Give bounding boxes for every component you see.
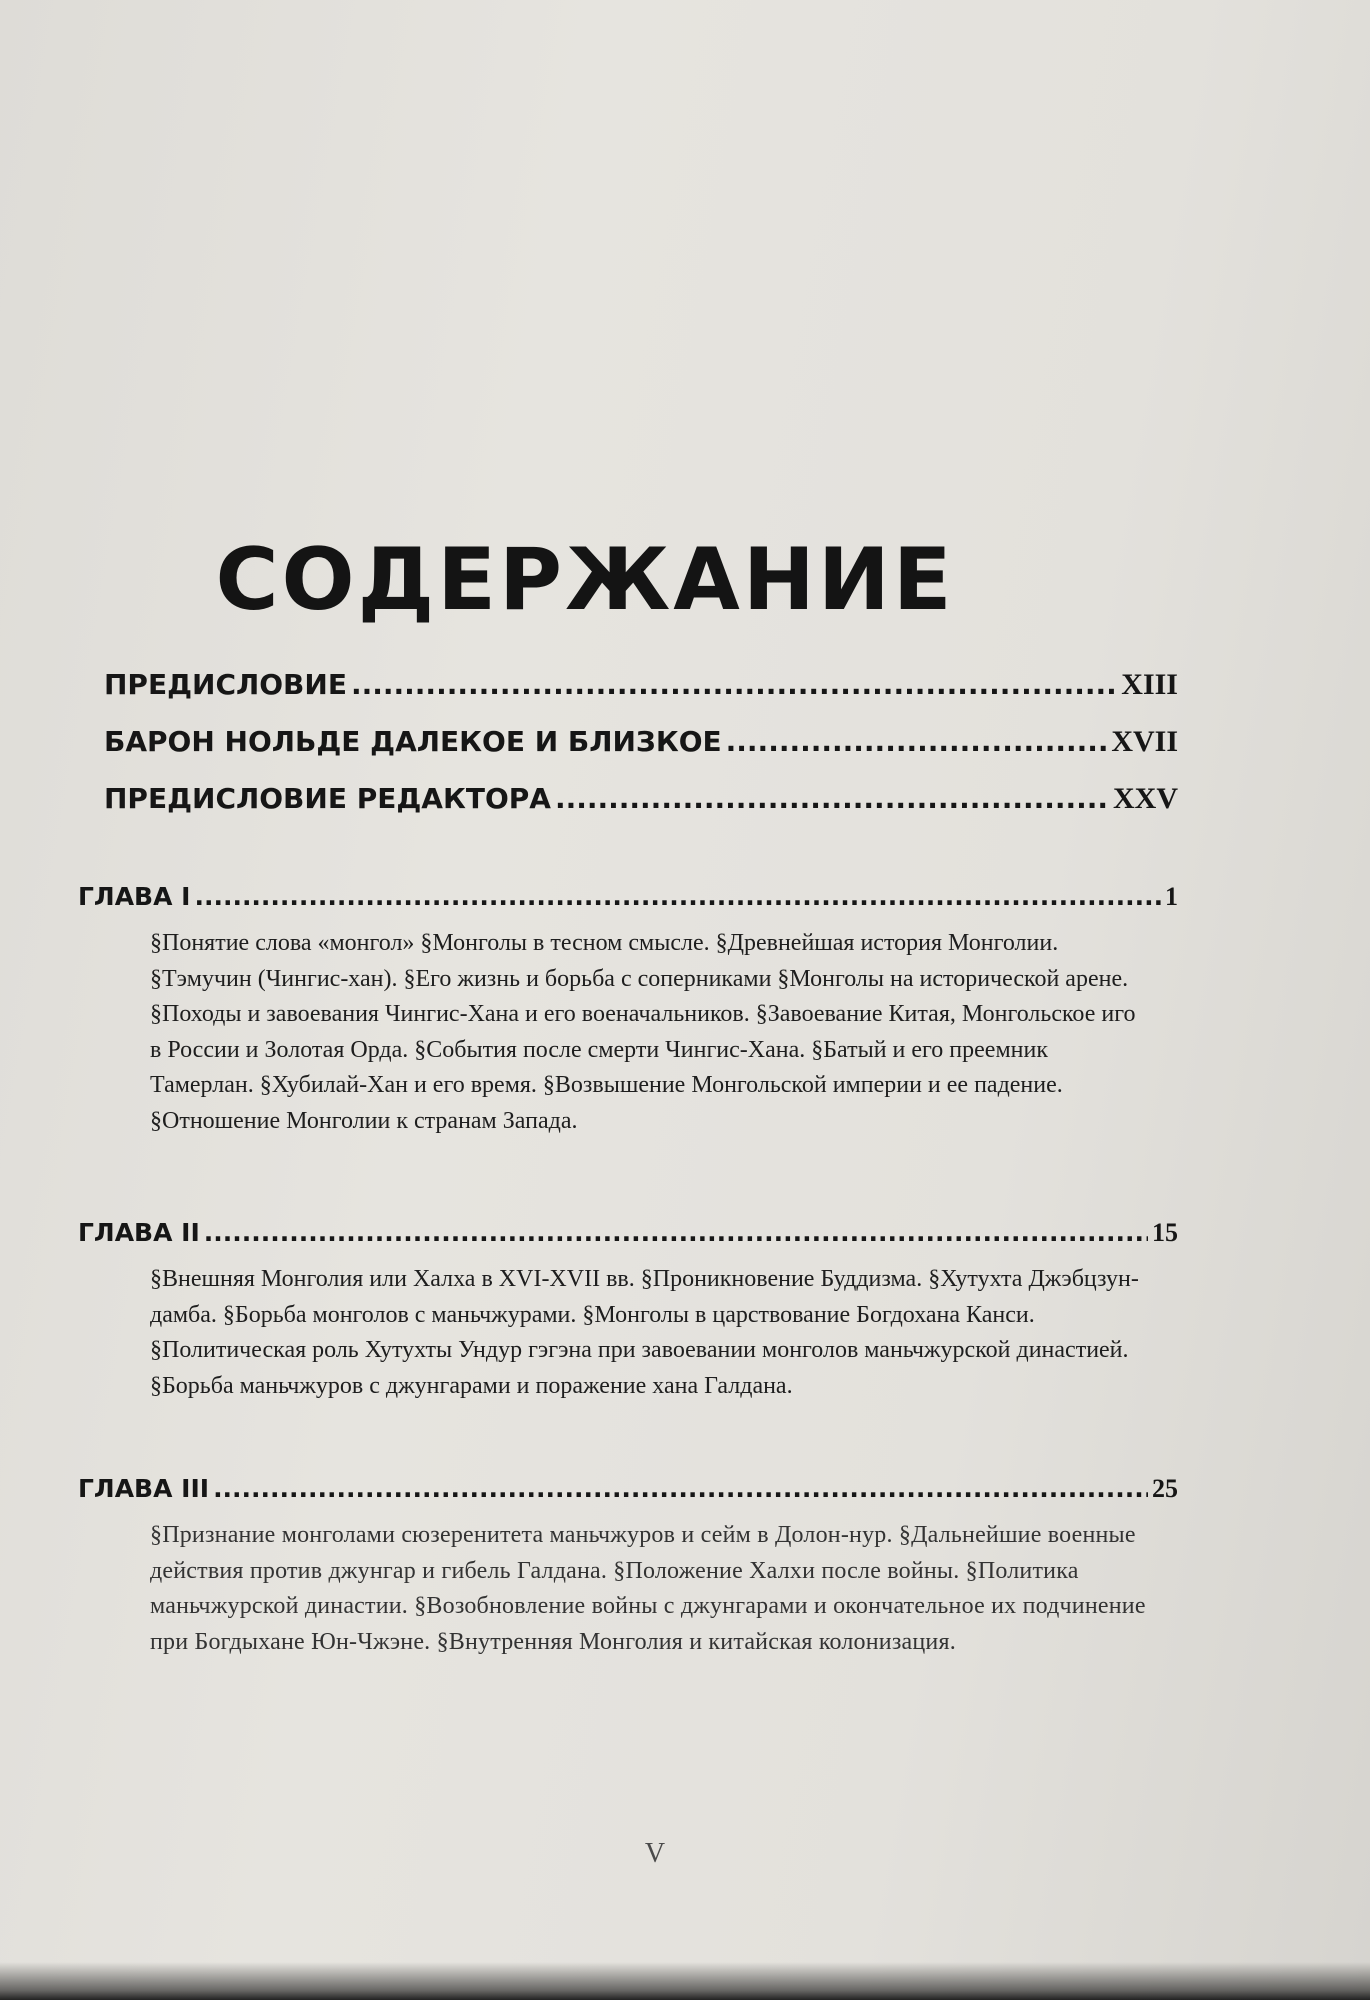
- page-title: СОДЕРЖАНИЕ: [215, 530, 955, 630]
- toc-entry-page: XIII: [1121, 668, 1178, 701]
- chapter-description: §Понятие слова «монгол» §Монголы в тесном смысле. §Древнейшая история Монголии. §Тэмучин (Чингис-хан). §Его жизнь и борьба с соперниками §Монголы на исторической арене. §Походы и завоевания Чингис-Хана и его военачальников. §Завоевание Китая, Монгольское иго в России и Золотая Орда. §События после смерти Чингис-Хана. §Батый и его преемник Тамерлан. §Хубилай-Хан и его время. §Возвышение Монгольской империи и ее падение. §Отношение Монголии к странам Запада.: [150, 930, 1136, 1134]
- chapter-description: §Признание монголами сюзеренитета маньчжуров и сейм в Долон-нур. §Дальнейшие военные действия против джунгар и гибель Галдана. §Положение Халхи после войны. §Политика маньчжурской династии. §Возобновление войны с джунгарами и окончательное их подчинение при Богдыхане Юн-Чжэне. §Внутренняя Монголия и китайская колонизация.: [150, 1522, 1146, 1655]
- chapter-2-entry: [78, 1218, 1178, 1404]
- toc-entry-label: ПРЕДИСЛОВИЕ: [104, 668, 347, 701]
- chapter-page: 1: [1165, 882, 1178, 911]
- dot-leader: [194, 882, 1161, 911]
- bottom-edge-shadow: [0, 1962, 1370, 2000]
- chapter-page: 15: [1152, 1218, 1178, 1247]
- dot-leader: [213, 1474, 1148, 1503]
- dot-leader: [555, 782, 1109, 815]
- chapter-heading-row: [78, 882, 1178, 922]
- toc-entry-editor-preface: [104, 782, 1178, 839]
- chapter-label: ГЛАВА III: [78, 1474, 210, 1503]
- chapter-3-entry: [78, 1474, 1178, 1660]
- dot-leader: [726, 725, 1108, 758]
- chapter-description: §Внешняя Монголия или Халха в XVI-XVII вв. §Проникновение Буддизма. §Хутухта Джэбцзун-дамба. §Борьба монголов с маньчжурами. §Монголы в царствование Богдохана Канси. §Политическая роль Хутухты Ундур гэгэна при завоевании монголов маньчжурской династией. §Борьба маньчжуров с джунгарами и поражение хана Галдана.: [150, 1266, 1139, 1399]
- dot-leader: [204, 1218, 1148, 1247]
- chapter-1-entry: [78, 882, 1178, 1139]
- chapter-page: 25: [1152, 1474, 1178, 1503]
- toc-entry-baron-nolde: [104, 725, 1178, 782]
- chapter-label: ГЛАВА II: [78, 1218, 200, 1247]
- toc-entry-label: БАРОН НОЛЬДЕ ДАЛЕКОЕ И БЛИЗКОЕ: [104, 725, 722, 758]
- toc-entry-page: XVII: [1111, 725, 1178, 758]
- dot-leader: [351, 668, 1117, 701]
- page-number: V: [644, 1838, 666, 1869]
- toc-entry-label: ПРЕДИСЛОВИЕ РЕДАКТОРА: [104, 782, 551, 815]
- toc-entry-preface: [104, 668, 1178, 725]
- chapter-heading-row: [78, 1474, 1178, 1514]
- chapter-label: ГЛАВА I: [78, 882, 191, 911]
- toc-entry-page: XXV: [1113, 782, 1178, 815]
- chapter-heading-row: [78, 1218, 1178, 1258]
- front-matter-list: [104, 668, 1178, 839]
